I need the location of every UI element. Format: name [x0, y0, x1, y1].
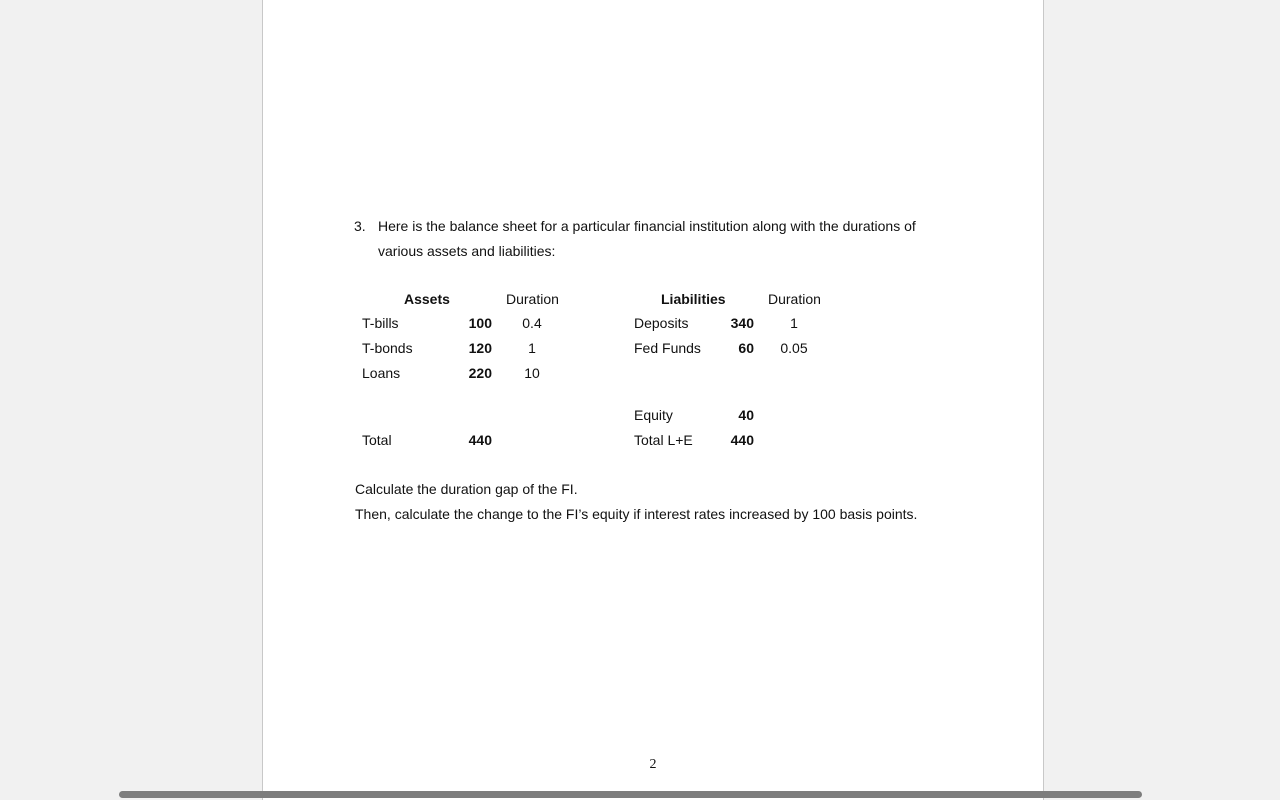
- total-le-value: 440: [730, 432, 754, 448]
- liability-name: Fed Funds: [634, 340, 701, 356]
- instruction-line2: Then, calculate the change to the FI’s equity if interest rates increased by 100 basis points.: [355, 506, 918, 522]
- asset-value: 120: [468, 340, 492, 356]
- page-number: 2: [649, 757, 657, 772]
- total-le-label: Total L+E: [634, 432, 693, 448]
- horizontal-scrollbar[interactable]: [119, 791, 1142, 798]
- asset-duration: 10: [524, 365, 540, 381]
- assets-header: Assets: [404, 291, 450, 307]
- asset-duration: 0.4: [522, 315, 542, 331]
- instruction-line1: Calculate the duration gap of the FI.: [355, 481, 578, 497]
- liabilities-duration-header: Duration: [768, 291, 821, 307]
- asset-name: T-bills: [362, 315, 399, 331]
- asset-value: 220: [468, 365, 492, 381]
- liabilities-header: Liabilities: [661, 291, 726, 307]
- equity-label: Equity: [634, 407, 673, 423]
- liability-value: 60: [738, 340, 754, 356]
- document-page: [262, 0, 1044, 800]
- asset-value: 100: [468, 315, 492, 331]
- liability-duration: 1: [790, 315, 798, 331]
- asset-name: Loans: [362, 365, 401, 381]
- question-number: 3.: [354, 218, 366, 234]
- asset-duration: 1: [528, 340, 536, 356]
- liability-value: 340: [730, 315, 754, 331]
- equity-value: 40: [738, 407, 754, 423]
- liability-name: Deposits: [634, 315, 689, 331]
- question-text-line2: various assets and liabilities:: [378, 243, 556, 259]
- total-assets-label: Total: [362, 432, 392, 448]
- question-text-line1: Here is the balance sheet for a particular financial institution along with the durations of: [378, 218, 916, 234]
- total-assets-value: 440: [468, 432, 492, 448]
- assets-duration-header: Duration: [506, 291, 559, 307]
- liability-duration: 0.05: [780, 340, 808, 356]
- asset-name: T-bonds: [362, 340, 413, 356]
